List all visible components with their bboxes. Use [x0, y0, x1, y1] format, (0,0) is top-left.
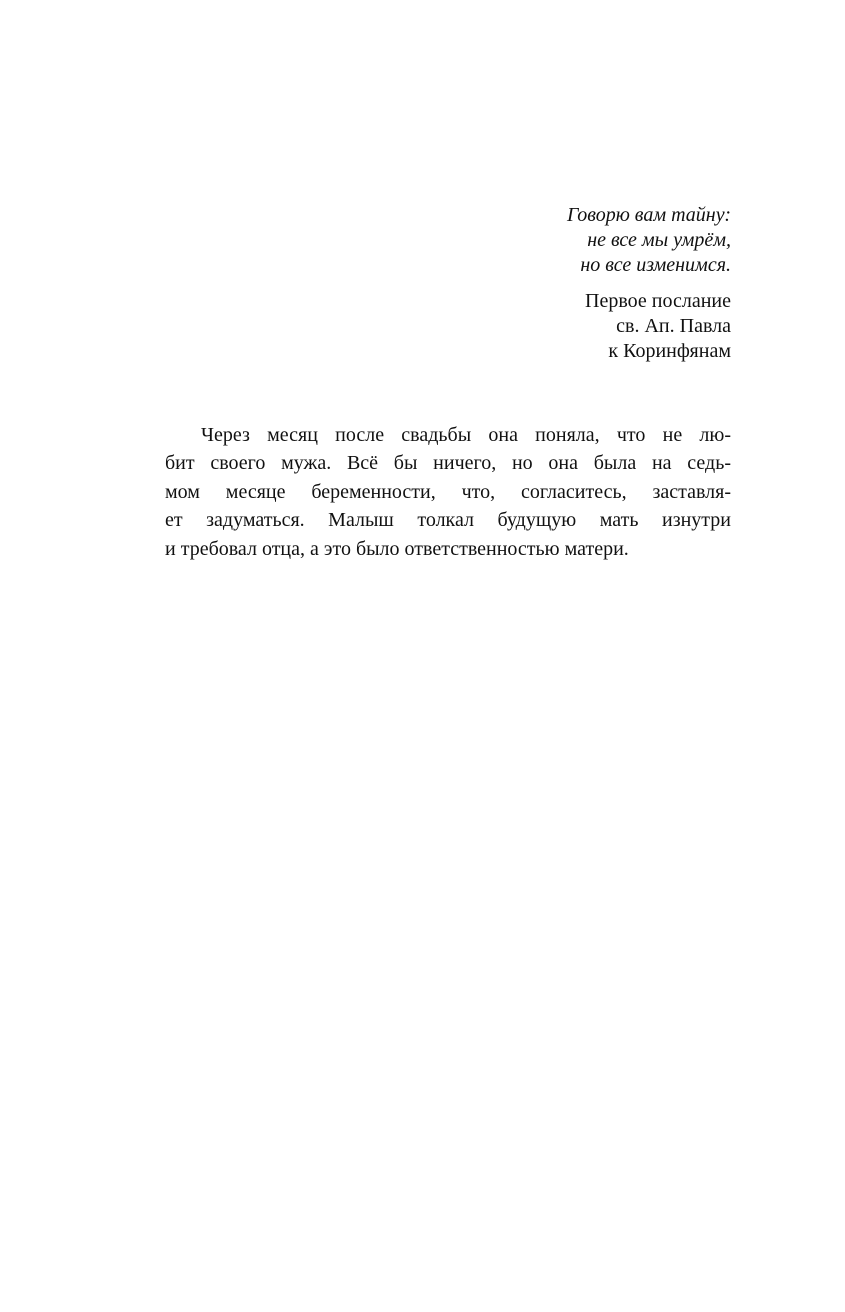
- epigraph-source-line: св. Ап. Павла: [616, 315, 731, 337]
- epigraph-quote-line: Говорю вам тайну:: [566, 204, 731, 226]
- paragraph-line: мом месяце беременности, что, согласитесь, заставля-: [165, 480, 731, 503]
- epigraph-source-line: к Коринфянам: [608, 340, 731, 362]
- epigraph-source: [411, 289, 731, 364]
- epigraph-quote-line: но все изменимся.: [580, 254, 731, 276]
- paragraph-line: и требовал отца, а это было ответственностью матери.: [165, 537, 629, 560]
- epigraph: [411, 203, 731, 364]
- epigraph-source-line: Первое послание: [585, 290, 731, 312]
- paragraph-line: бит своего мужа. Всё бы ничего, но она была на седь-: [165, 452, 731, 475]
- opening-paragraph: [165, 421, 731, 563]
- epigraph-quote-line: не все мы умрём,: [587, 229, 731, 251]
- paragraph-line: Через месяц после свадьбы она поняла, что не лю-: [201, 424, 731, 446]
- epigraph-quote: [411, 203, 731, 278]
- paragraph-line: ет задуматься. Малыш толкал будущую мать изнутри: [165, 509, 731, 532]
